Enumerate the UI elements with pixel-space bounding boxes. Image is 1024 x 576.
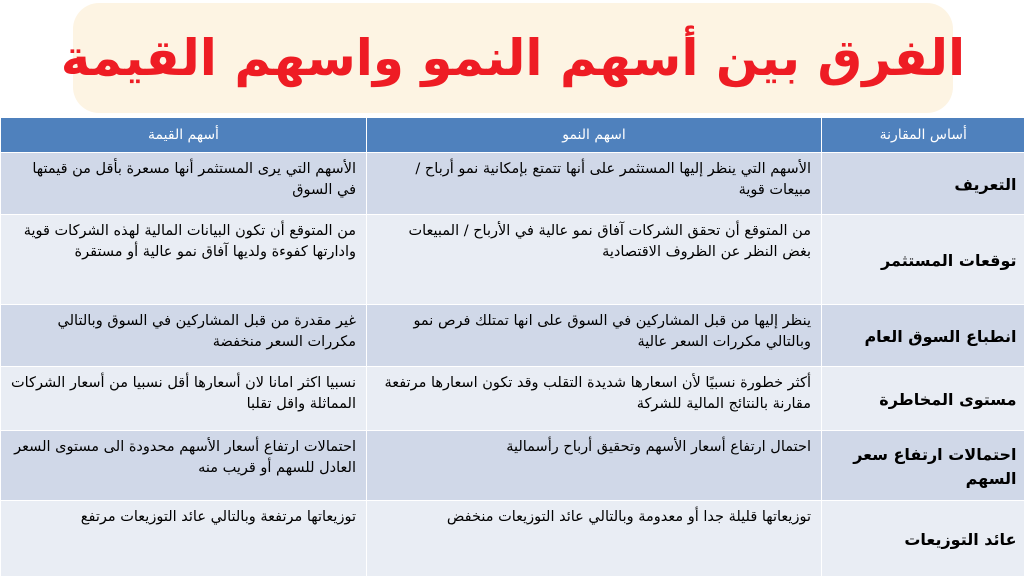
title-banner	[60, 3, 966, 113]
row-basis-cell: انطباع السوق العام	[822, 305, 1024, 367]
growth-cell: احتمال ارتفاع أسعار الأسهم وتحقيق أرباح رأسمالية	[367, 431, 822, 501]
table-row	[1, 215, 1024, 305]
row-basis-cell: التعريف	[822, 153, 1024, 215]
table-row	[1, 501, 1024, 576]
header-value-stocks: أسهم القيمة	[1, 118, 367, 153]
value-cell: احتمالات ارتفاع أسعار الأسهم محدودة الى مستوى السعر العادل للسهم أو قريب منه	[1, 431, 367, 501]
value-cell: من المتوقع أن تكون البيانات المالية لهذه الشركات قوية وادارتها كفوءة ولديها آفاق نمو عالية أو مستقرة	[1, 215, 367, 305]
header-basis: أساس المقارنة	[822, 118, 1024, 153]
value-cell: غير مقدرة من قبل المشاركين في السوق وبالتالي مكررات السعر منخفضة	[1, 305, 367, 367]
table-header-row	[1, 118, 1024, 153]
header-growth-stocks: اسهم النمو	[367, 118, 822, 153]
value-cell: توزيعاتها مرتفعة وبالتالي عائد التوزيعات مرتفع	[1, 501, 367, 576]
comparison-table	[0, 118, 1024, 576]
table-row	[1, 367, 1024, 431]
row-basis-cell: عائد التوزيعات	[822, 501, 1024, 576]
row-basis-cell: احتمالات ارتفاع سعر السهم	[822, 431, 1024, 501]
table-row	[1, 153, 1024, 215]
growth-cell: توزيعاتها قليلة جدا أو معدومة وبالتالي عائد التوزيعات منخفض	[367, 501, 822, 576]
growth-cell: من المتوقع أن تحقق الشركات آفاق نمو عالية في الأرباح / المبيعات بغض النظر عن الظروف الاقتصادية	[367, 215, 822, 305]
growth-cell: الأسهم التي ينظر إليها المستثمر على أنها تتمتع بإمكانية نمو أرباح / مبيعات قوية	[367, 153, 822, 215]
growth-cell: أكثر خطورة نسبيًا لأن اسعارها شديدة التقلب وقد تكون اسعارها مرتفعة مقارنة بالنتائج المالية للشركة	[367, 367, 822, 431]
table-row	[1, 431, 1024, 501]
value-cell: نسبيا اكثر امانا لان أسعارها أقل نسبيا من أسعار الشركات المماثلة واقل تقلبا	[1, 367, 367, 431]
row-basis-cell: توقعات المستثمر	[822, 215, 1024, 305]
table-row	[1, 305, 1024, 367]
row-basis-cell: مستوى المخاطرة	[822, 367, 1024, 431]
value-cell: الأسهم التي يرى المستثمر أنها مسعرة بأقل من قيمتها في السوق	[1, 153, 367, 215]
page-title: الفرق بين أسهم النمو واسهم القيمة	[60, 29, 966, 87]
growth-cell: ينظر إليها من قبل المشاركين في السوق على انها تمتلك فرص نمو وبالتالي مكررات السعر عالية	[367, 305, 822, 367]
